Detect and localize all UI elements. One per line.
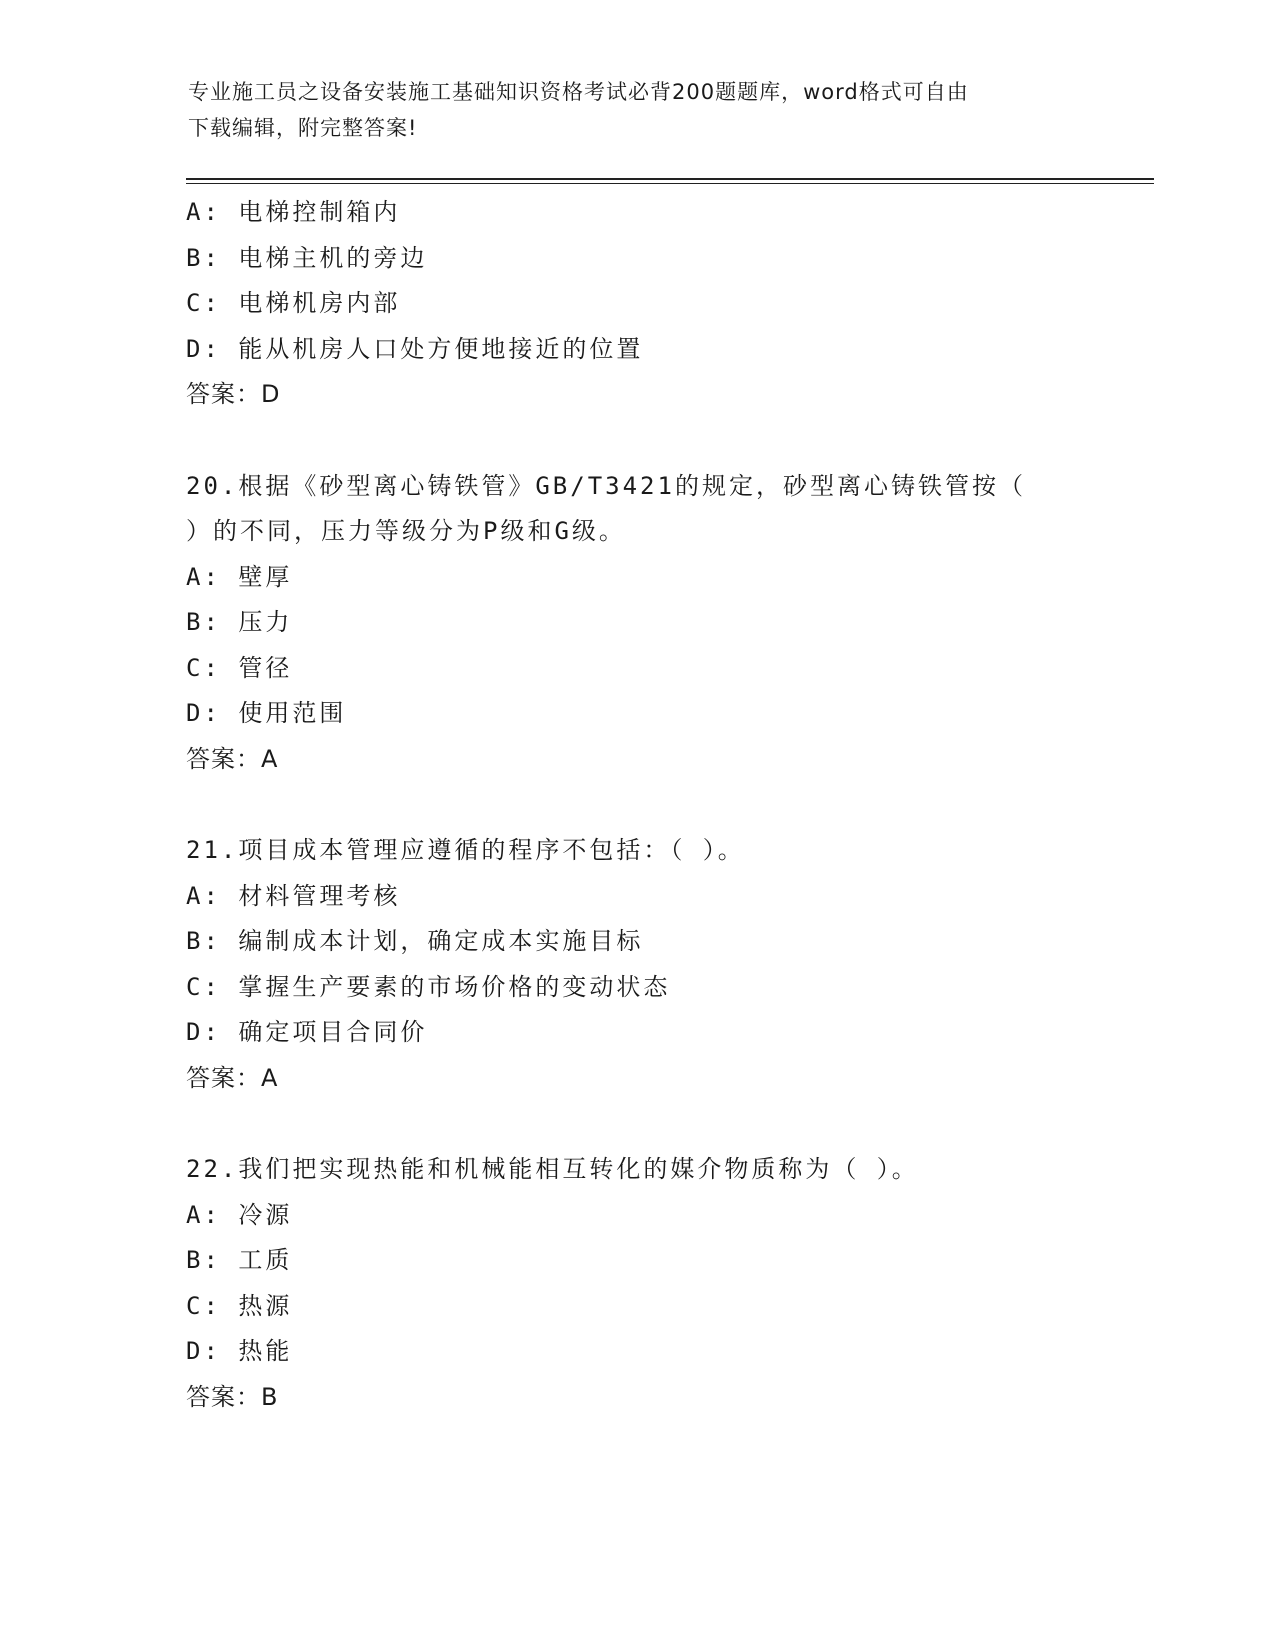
option-c: C: 电梯机房内部 xyxy=(186,289,401,317)
header-divider-thin xyxy=(186,183,1154,184)
option-b: B: 编制成本计划，确定成本实施目标 xyxy=(186,927,644,955)
question-stem-line-2: ）的不同，压力等级分为P级和G级。 xyxy=(186,517,626,545)
question-22 xyxy=(186,1147,1146,1420)
answer: 答案：B xyxy=(186,1382,279,1411)
answer: 答案：A xyxy=(186,744,279,773)
option-b: B: 压力 xyxy=(186,608,293,636)
question-21 xyxy=(186,828,1146,1101)
question-stem-line-1: 22.我们把实现热能和机械能相互转化的媒介物质称为（ ）。 xyxy=(186,1155,919,1183)
header-line-1: 专业施工员之设备安装施工基础知识资格考试必背200题题库，word格式可自由 xyxy=(188,80,969,104)
option-d: D: 能从机房人口处方便地接近的位置 xyxy=(186,334,644,363)
answer: 答案：D xyxy=(186,380,281,408)
option-d: D: 确定项目合同价 xyxy=(186,1018,428,1046)
option-a: A: 材料管理考核 xyxy=(186,881,401,910)
answer: 答案：A xyxy=(186,1063,279,1092)
option-a: A: 壁厚 xyxy=(186,562,293,591)
question-20 xyxy=(186,464,1146,783)
question-list xyxy=(186,190,1146,1420)
spacer xyxy=(186,1101,1146,1147)
option-a: A: 冷源 xyxy=(186,1200,293,1229)
question-stem-line-1: 20.根据《砂型离心铸铁管》GB/T3421的规定，砂型离心铸铁管按（ xyxy=(186,471,1026,500)
option-c: C: 管径 xyxy=(186,653,293,682)
header-line-2: 下载编辑，附完整答案! xyxy=(188,116,418,140)
document-header xyxy=(188,74,1068,146)
option-d: D: 热能 xyxy=(186,1337,293,1365)
question-19 xyxy=(186,190,1146,418)
spacer xyxy=(186,418,1146,464)
option-c: C: 热源 xyxy=(186,1291,293,1320)
spacer xyxy=(186,782,1146,828)
option-d: D: 使用范围 xyxy=(186,699,347,727)
option-a: A: 电梯控制箱内 xyxy=(186,198,401,226)
option-b: B: 工质 xyxy=(186,1246,293,1274)
header-divider-thick xyxy=(186,178,1154,180)
question-stem-line-1: 21.项目成本管理应遵循的程序不包括：（ ）。 xyxy=(186,836,745,864)
option-b: B: 电梯主机的旁边 xyxy=(186,243,428,272)
option-c: C: 掌握生产要素的市场价格的变动状态 xyxy=(186,972,671,1001)
